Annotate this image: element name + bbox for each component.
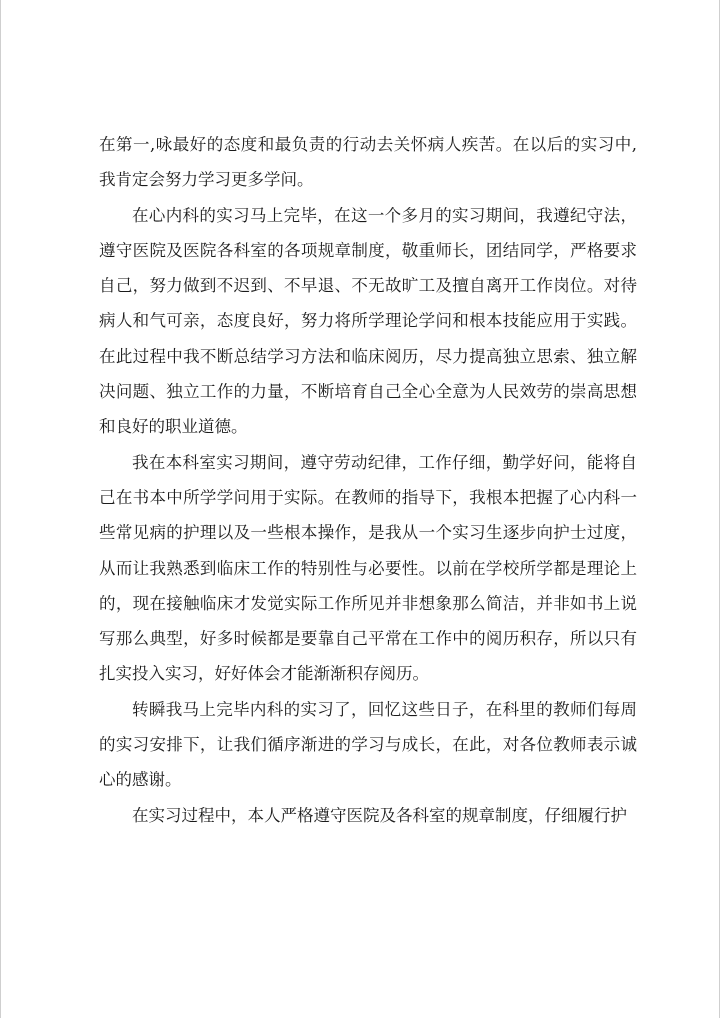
paragraph-gratitude: 转瞬我马上完毕内科的实习了，回忆这些日子，在科里的教师们每周的实习安排下，让我们循序渐进的学习与成长，在此，对各位教师表示诚心的感谢。 bbox=[99, 699, 637, 790]
paragraph-internship-process: 在实习过程中，本人严格遵守医院及各科室的规章制度，仔细履行护 bbox=[132, 805, 627, 825]
paragraph-department-work: 我在本科室实习期间，遵守劳动纪律，工作仔细，勤学好问，能将自己在书本中所学学问用于实际。在教师的指导下，我根本把握了心内科一些常见病的护理以及一些根本操作，是我从一个实习生逐步向护士过度，从而让我熟悉到临床工作的特别性与必要性。以前在学校所学都是理论上的，现在接触临床才发觉实际工作所见并非想象那么简洁，并非如书上说写那么典型，好多时候都是要靠自己平常在工作中的阅历积存，所以只有扎实投入实习，好好体会才能渐渐积存阅历。 bbox=[99, 452, 637, 684]
paragraph-cardiology-internship: 在心内科的实习马上完毕，在这一个多月的实习期间，我遵纪守法，遵守医院及医院各科室的各项规章制度，敬重师长，团结同学，严格要求自己，努力做到不迟到、不早退、不无故旷工及擅自离开工作岗位。对待病人和气可亲，态度良好，努力将所学理论学问和根本技能应用于实践。在此过程中我不断总结学习方法和临床阅历，尽力提高独立思索、独立解决问题、独立工作的力量，不断培育自己全心全意为人民效劳的崇高思想和良好的职业道德。 bbox=[99, 205, 637, 437]
document-body bbox=[99, 127, 637, 833]
paragraph-continuation: 在第一,咏最好的态度和最负责的行动去关怀病人疾苦。在以后的实习中,我肯定会努力学习更多学问。 bbox=[99, 135, 637, 190]
